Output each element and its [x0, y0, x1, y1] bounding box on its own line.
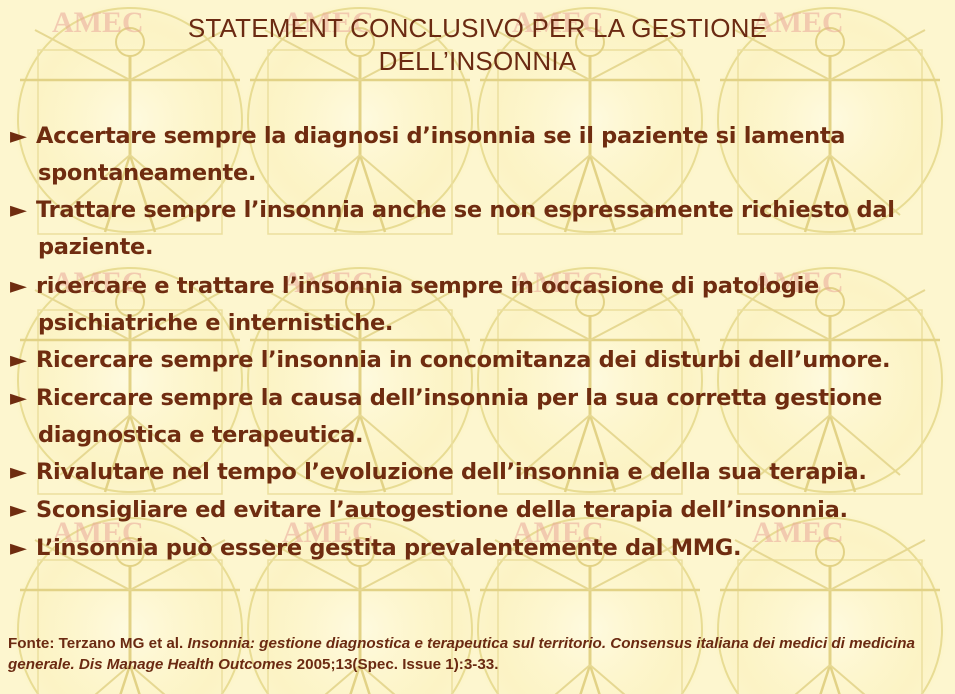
statement-text: ricercare e trattare l’insonnia sempre in occasione di patologie: [36, 273, 819, 299]
citation-reference: 2005;13(Spec. Issue 1):3-33.: [296, 656, 499, 673]
source-citation: [8, 633, 953, 675]
statement-text-continued: psichiatriche e internistiche.: [38, 310, 394, 336]
statement-text: Ricercare sempre la causa dell’insonnia per la sua corretta gestione: [36, 385, 882, 411]
bullet-arrow-icon: ►: [10, 124, 27, 149]
statement-item: [10, 530, 952, 568]
bullet-arrow-icon: ►: [10, 274, 27, 299]
statement-text: Ricercare sempre l’insonnia in concomitanza dei disturbi dell’umore.: [36, 347, 891, 373]
statement-item: [10, 192, 952, 268]
title-line-2: DELL’INSONNIA: [378, 46, 577, 76]
bullet-arrow-icon: ►: [10, 460, 27, 485]
slide-title: [0, 12, 955, 78]
statement-text: L’insonnia può essere gestita prevalentemente dal MMG.: [36, 535, 742, 561]
statement-text: Sconsigliare ed evitare l’autogestione della terapia dell’insonnia.: [36, 497, 848, 523]
statement-item: [10, 342, 952, 380]
statement-text-continued: spontaneamente.: [38, 160, 257, 186]
statement-text-continued: paziente.: [38, 234, 154, 260]
bullet-arrow-icon: ►: [10, 498, 27, 523]
statement-list: [10, 118, 952, 568]
statement-item: [10, 268, 952, 342]
citation-authors: Fonte: Terzano MG et al.: [8, 635, 184, 652]
statement-item: [10, 454, 952, 492]
bullet-arrow-icon: ►: [10, 386, 27, 411]
bullet-arrow-icon: ►: [10, 198, 27, 223]
bullet-arrow-icon: ►: [10, 536, 27, 561]
statement-text: Trattare sempre l’insonnia anche se non espressamente richiesto dal: [36, 197, 895, 223]
statement-text: Accertare sempre la diagnosi d’insonnia se il paziente si lamenta: [36, 123, 846, 149]
statement-text-continued: diagnostica e terapeutica.: [38, 422, 364, 448]
statement-item: [10, 118, 952, 192]
statement-text: Rivalutare nel tempo l’evoluzione dell’insonnia e della sua terapia.: [36, 459, 867, 485]
citation-title: Insonnia: gestione diagnostica e terapeutica sul territorio. Consensus italiana dei medici di medicina generale. Dis Manage Health Outcomes: [8, 635, 915, 673]
bullet-arrow-icon: ►: [10, 348, 27, 373]
statement-item: [10, 492, 952, 530]
title-line-1: STATEMENT CONCLUSIVO PER LA GESTIONE: [187, 13, 768, 43]
statement-item: [10, 380, 952, 454]
